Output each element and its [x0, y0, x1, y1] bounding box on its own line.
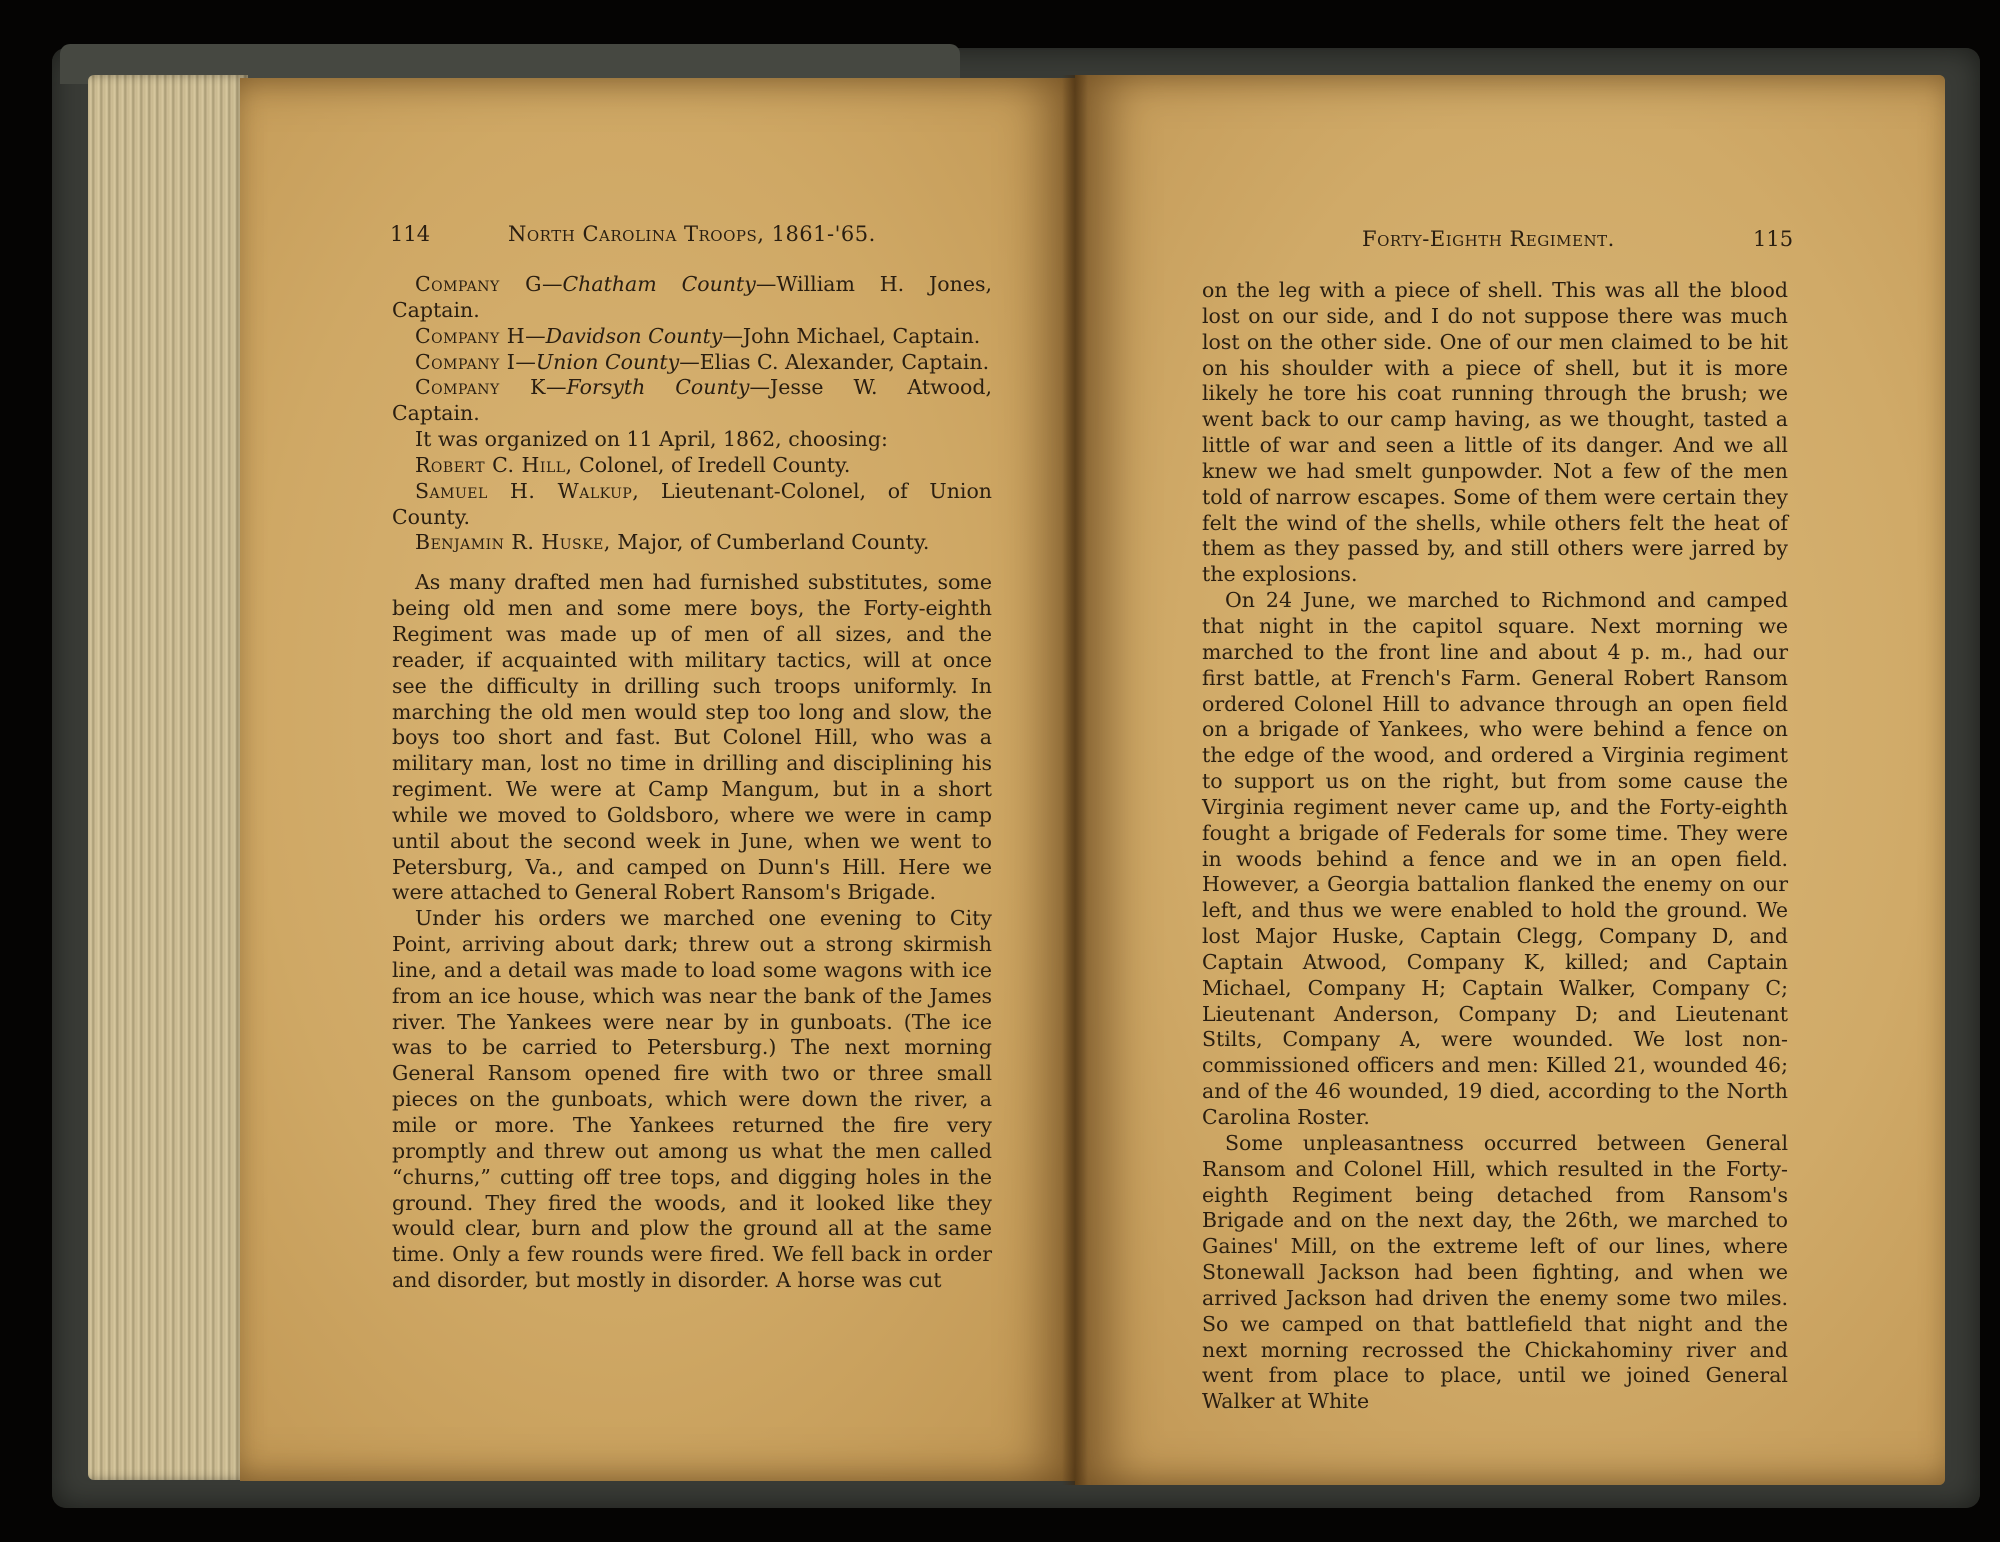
right-running-title: Forty-Eighth Regiment. [1362, 227, 1615, 251]
paragraph: On 24 June, we marched to Richmond and camped that night in the capitol square. Next morning we marched to the front line and about 4 p. m., had our first battle, at French's Farm. General Robert Ransom ordered Colonel Hill to advance through an open field on a brigade of Yankees, who were behind a fence on the edge of the wood, and ordered a Virginia regiment to support us on the right, but from some cause the Virginia regiment never came up, and the Forty-eighth fought a brigade of Federals for some time. They were in woods behind a fence and we in an open field. However, a Georgia battalion flanked the enemy on our left, and thus we were enabled to hold the ground. We lost Major Huske, Captain Clegg, Company D, and Captain Atwood, Company K, killed; and Captain Michael, Company H; Captain Walker, Company C; Lieutenant Anderson, Company D; and Lieutenant Stilts, Company A, were wounded. We lost non-commissioned officers and men: Killed 21, wounded 46; and of the 46 wounded, 19 died, according to the North Carolina Roster. [1202, 588, 1788, 1129]
right-page-body [1202, 278, 1788, 1415]
company-entry: Company G—Chatham County—William H. Jones, Captain. [392, 272, 992, 322]
paragraph: on the leg with a piece of shell. This was all the blood lost on our side, and I do not suppose there was much lost on the other side. One of our men claimed to be hit on his shoulder with a piece of shell, but it is more likely he tore his coat running through the brush; we went back to our camp having, as we thought, tasted a little of war and seen a little of its danger. And we all knew we had smelt gunpowder. Not a few of the men told of narrow escapes. Some of them were certain they felt the wind of the shells, while others felt the heat of them as they passed by, and still others were jarred by the explosions. [1202, 278, 1788, 587]
paragraph: As many drafted men had furnished substitutes, some being old men and some mere boys, the Forty-eighth Regiment was made up of men of all sizes, and the reader, if acquainted with military tactics, will at once see the difficulty in drilling such troops uniformly. In marching the old men would step too long and slow, the boys too short and fast. But Colonel Hill, who was a military man, lost no time in drilling and disciplining his regiment. We were at Camp Mangum, but in a short while we moved to Goldsboro, where we were in camp until about the second week in June, when we went to Petersburg, Va., and camped on Dunn's Hill. Here we were attached to General Robert Ransom's Brigade. [392, 570, 992, 905]
company-entry: Company K—Forsyth County—Jesse W. Atwood, Captain. [392, 375, 992, 426]
officer-entry: Robert C. Hill, Colonel, of Iredell County. [415, 452, 851, 477]
page-edges [88, 75, 248, 1480]
company-entry: Company H—Davidson County—John Michael, Captain. [415, 323, 981, 348]
left-page-body [392, 272, 992, 1294]
officer-entry: Samuel H. Walkup, Lieutenant-Colonel, of Union County. [392, 478, 992, 529]
paragraph: Some unpleasantness occurred between General Ransom and Colonel Hill, which resulted in the Forty-eighth Regiment being detached from Ransom's Brigade and on the next day, the 26th, we marched to Gaines' Mill, on the extreme left of our lines, where Stonewall Jackson had been fighting, and when we arrived Jackson had driven the enemy some two miles. So we camped on that battlefield that night and the next morning recrossed the Chickahominy river and went from place to place, until we joined General Walker at White [1202, 1130, 1788, 1414]
left-running-title: North Carolina Troops, 1861-'65. [508, 222, 876, 246]
paragraph: Under his orders we marched one evening to City Point, arriving about dark; threw out a strong skirmish line, and a detail was made to load some wagons with ice from an ice house, which was near the bank of the James river. The Yankees were near by in gunboats. (The ice was to be carried to Petersburg.) The next morning General Ransom opened fire with two or three small pieces on the gunboats, which were down the river, a mile or more. The Yankees returned the fire very promptly and threw out among us what the men called “churns,” cutting off tree tops, and digging holes in the ground. They fired the woods, and it looked like they would clear, burn and plow the ground all at the same time. Only a few rounds were fired. We fell back in order and disorder, but mostly in disorder. A horse was cut [392, 906, 992, 1293]
book-gutter [1062, 75, 1088, 1485]
organized-line: It was organized on 11 April, 1862, choosing: [415, 427, 888, 452]
right-page-number: 115 [1753, 227, 1794, 251]
company-entry: Company I—Union County—Elias C. Alexander, Captain. [415, 349, 990, 374]
officer-entry: Benjamin R. Huske, Major, of Cumberland County. [415, 530, 930, 555]
left-page-number: 114 [390, 222, 431, 246]
